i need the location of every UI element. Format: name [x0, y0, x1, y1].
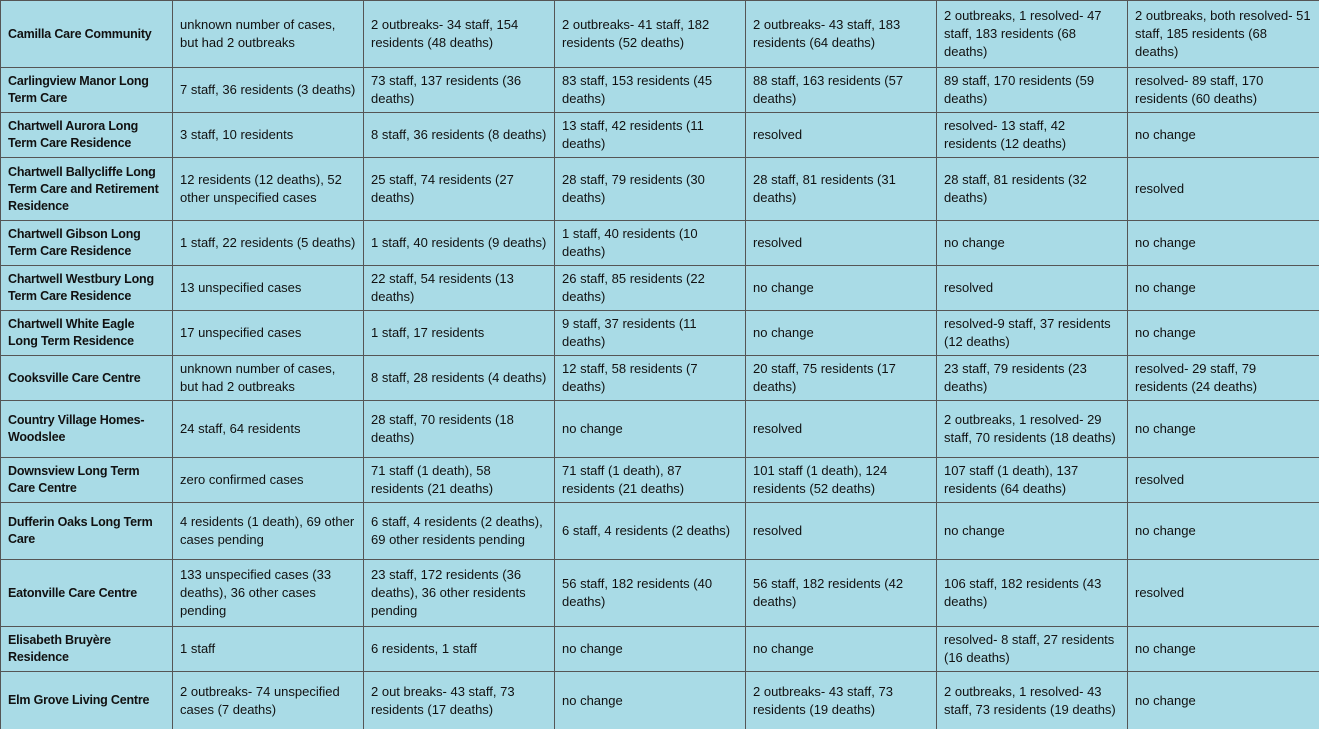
- case-count-cell: resolved-9 staff, 37 residents (12 deaths): [937, 311, 1128, 356]
- case-count-cell: 2 outbreaks, 1 resolved- 47 staff, 183 residents (68 deaths): [937, 1, 1128, 68]
- case-count-cell: resolved: [746, 503, 937, 560]
- table-row: [1, 221, 1319, 266]
- case-count-cell: resolved- 8 staff, 27 residents (16 deaths): [937, 627, 1128, 672]
- case-count-cell: 2 outbreaks- 34 staff, 154 residents (48 deaths): [364, 1, 555, 68]
- outbreak-table-body: [1, 1, 1319, 729]
- case-count-cell: 106 staff, 182 residents (43 deaths): [937, 560, 1128, 627]
- case-count-cell: 1 staff, 22 residents (5 deaths): [173, 221, 364, 266]
- case-count-cell: 6 staff, 4 residents (2 deaths): [555, 503, 746, 560]
- case-count-cell: resolved: [1128, 158, 1319, 221]
- case-count-cell: 12 staff, 58 residents (7 deaths): [555, 356, 746, 401]
- case-count-cell: 13 unspecified cases: [173, 266, 364, 311]
- case-count-cell: 71 staff (1 death), 87 residents (21 deaths): [555, 458, 746, 503]
- case-count-cell: no change: [1128, 311, 1319, 356]
- table-row: [1, 113, 1319, 158]
- facility-name-cell: Cooksville Care Centre: [1, 356, 173, 401]
- case-count-cell: 28 staff, 81 residents (31 deaths): [746, 158, 937, 221]
- table-row: [1, 1, 1319, 68]
- case-count-cell: no change: [1128, 627, 1319, 672]
- case-count-cell: unknown number of cases, but had 2 outbreaks: [173, 1, 364, 68]
- facility-name-cell: Chartwell Gibson Long Term Care Residence: [1, 221, 173, 266]
- case-count-cell: 17 unspecified cases: [173, 311, 364, 356]
- facility-name-cell: Chartwell Westbury Long Term Care Residence: [1, 266, 173, 311]
- case-count-cell: 1 staff, 40 residents (9 deaths): [364, 221, 555, 266]
- case-count-cell: 7 staff, 36 residents (3 deaths): [173, 68, 364, 113]
- case-count-cell: no change: [555, 627, 746, 672]
- case-count-cell: no change: [746, 627, 937, 672]
- case-count-cell: 2 outbreaks, 1 resolved- 29 staff, 70 residents (18 deaths): [937, 401, 1128, 458]
- case-count-cell: 2 outbreaks, 1 resolved- 43 staff, 73 residents (19 deaths): [937, 672, 1128, 729]
- case-count-cell: 1 staff: [173, 627, 364, 672]
- facility-name-cell: Country Village Homes- Woodslee: [1, 401, 173, 458]
- case-count-cell: no change: [1128, 113, 1319, 158]
- case-count-cell: 4 residents (1 death), 69 other cases pending: [173, 503, 364, 560]
- case-count-cell: 133 unspecified cases (33 deaths), 36 other cases pending: [173, 560, 364, 627]
- case-count-cell: no change: [1128, 401, 1319, 458]
- case-count-cell: 2 outbreaks- 43 staff, 183 residents (64 deaths): [746, 1, 937, 68]
- facility-name-cell: Carlingview Manor Long Term Care: [1, 68, 173, 113]
- case-count-cell: 13 staff, 42 residents (11 deaths): [555, 113, 746, 158]
- case-count-cell: 9 staff, 37 residents (11 deaths): [555, 311, 746, 356]
- table-row: [1, 68, 1319, 113]
- case-count-cell: resolved- 89 staff, 170 residents (60 deaths): [1128, 68, 1319, 113]
- case-count-cell: 22 staff, 54 residents (13 deaths): [364, 266, 555, 311]
- facility-name-cell: Downsview Long Term Care Centre: [1, 458, 173, 503]
- table-row: [1, 627, 1319, 672]
- case-count-cell: 6 residents, 1 staff: [364, 627, 555, 672]
- table-row: [1, 311, 1319, 356]
- case-count-cell: 28 staff, 79 residents (30 deaths): [555, 158, 746, 221]
- case-count-cell: resolved: [1128, 560, 1319, 627]
- case-count-cell: resolved- 29 staff, 79 residents (24 deaths): [1128, 356, 1319, 401]
- case-count-cell: 24 staff, 64 residents: [173, 401, 364, 458]
- case-count-cell: no change: [746, 266, 937, 311]
- table-row: [1, 672, 1319, 729]
- case-count-cell: no change: [1128, 266, 1319, 311]
- case-count-cell: resolved: [746, 221, 937, 266]
- table-row: [1, 266, 1319, 311]
- case-count-cell: 2 out breaks- 43 staff, 73 residents (17 deaths): [364, 672, 555, 729]
- table-row: [1, 560, 1319, 627]
- facility-name-cell: Elm Grove Living Centre: [1, 672, 173, 729]
- case-count-cell: 101 staff (1 death), 124 residents (52 deaths): [746, 458, 937, 503]
- case-count-cell: 8 staff, 36 residents (8 deaths): [364, 113, 555, 158]
- case-count-cell: 23 staff, 79 residents (23 deaths): [937, 356, 1128, 401]
- case-count-cell: 28 staff, 81 residents (32 deaths): [937, 158, 1128, 221]
- facility-name-cell: Elisabeth Bruyère Residence: [1, 627, 173, 672]
- case-count-cell: resolved: [1128, 458, 1319, 503]
- case-count-cell: 89 staff, 170 residents (59 deaths): [937, 68, 1128, 113]
- table-row: [1, 158, 1319, 221]
- case-count-cell: 25 staff, 74 residents (27 deaths): [364, 158, 555, 221]
- case-count-cell: 2 outbreaks- 41 staff, 182 residents (52 deaths): [555, 1, 746, 68]
- case-count-cell: resolved: [937, 266, 1128, 311]
- case-count-cell: 1 staff, 17 residents: [364, 311, 555, 356]
- case-count-cell: 83 staff, 153 residents (45 deaths): [555, 68, 746, 113]
- case-count-cell: no change: [555, 672, 746, 729]
- case-count-cell: no change: [1128, 221, 1319, 266]
- case-count-cell: 71 staff (1 death), 58 residents (21 deaths): [364, 458, 555, 503]
- case-count-cell: no change: [746, 311, 937, 356]
- facility-name-cell: Camilla Care Community: [1, 1, 173, 68]
- facility-name-cell: Eatonville Care Centre: [1, 560, 173, 627]
- facility-name-cell: Chartwell Aurora Long Term Care Residence: [1, 113, 173, 158]
- case-count-cell: 2 outbreaks, both resolved- 51 staff, 185 residents (68 deaths): [1128, 1, 1319, 68]
- table-row: [1, 401, 1319, 458]
- case-count-cell: 2 outbreaks- 43 staff, 73 residents (19 deaths): [746, 672, 937, 729]
- case-count-cell: unknown number of cases, but had 2 outbreaks: [173, 356, 364, 401]
- case-count-cell: 6 staff, 4 residents (2 deaths), 69 other residents pending: [364, 503, 555, 560]
- case-count-cell: no change: [1128, 672, 1319, 729]
- table-row: [1, 356, 1319, 401]
- case-count-cell: 8 staff, 28 residents (4 deaths): [364, 356, 555, 401]
- case-count-cell: 23 staff, 172 residents (36 deaths), 36 other residents pending: [364, 560, 555, 627]
- case-count-cell: resolved- 13 staff, 42 residents (12 deaths): [937, 113, 1128, 158]
- case-count-cell: 3 staff, 10 residents: [173, 113, 364, 158]
- case-count-cell: zero confirmed cases: [173, 458, 364, 503]
- case-count-cell: 56 staff, 182 residents (40 deaths): [555, 560, 746, 627]
- facility-name-cell: Dufferin Oaks Long Term Care: [1, 503, 173, 560]
- case-count-cell: no change: [937, 503, 1128, 560]
- case-count-cell: 20 staff, 75 residents (17 deaths): [746, 356, 937, 401]
- case-count-cell: resolved: [746, 401, 937, 458]
- case-count-cell: no change: [1128, 503, 1319, 560]
- case-count-cell: no change: [937, 221, 1128, 266]
- case-count-cell: 56 staff, 182 residents (42 deaths): [746, 560, 937, 627]
- case-count-cell: resolved: [746, 113, 937, 158]
- case-count-cell: 28 staff, 70 residents (18 deaths): [364, 401, 555, 458]
- case-count-cell: 88 staff, 163 residents (57 deaths): [746, 68, 937, 113]
- case-count-cell: 12 residents (12 deaths), 52 other unspecified cases: [173, 158, 364, 221]
- case-count-cell: 26 staff, 85 residents (22 deaths): [555, 266, 746, 311]
- case-count-cell: 107 staff (1 death), 137 residents (64 deaths): [937, 458, 1128, 503]
- case-count-cell: 1 staff, 40 residents (10 deaths): [555, 221, 746, 266]
- table-row: [1, 458, 1319, 503]
- case-count-cell: 73 staff, 137 residents (36 deaths): [364, 68, 555, 113]
- case-count-cell: 2 outbreaks- 74 unspecified cases (7 deaths): [173, 672, 364, 729]
- facility-name-cell: Chartwell White Eagle Long Term Residence: [1, 311, 173, 356]
- facility-name-cell: Chartwell Ballycliffe Long Term Care and Retirement Residence: [1, 158, 173, 221]
- table-row: [1, 503, 1319, 560]
- case-count-cell: no change: [555, 401, 746, 458]
